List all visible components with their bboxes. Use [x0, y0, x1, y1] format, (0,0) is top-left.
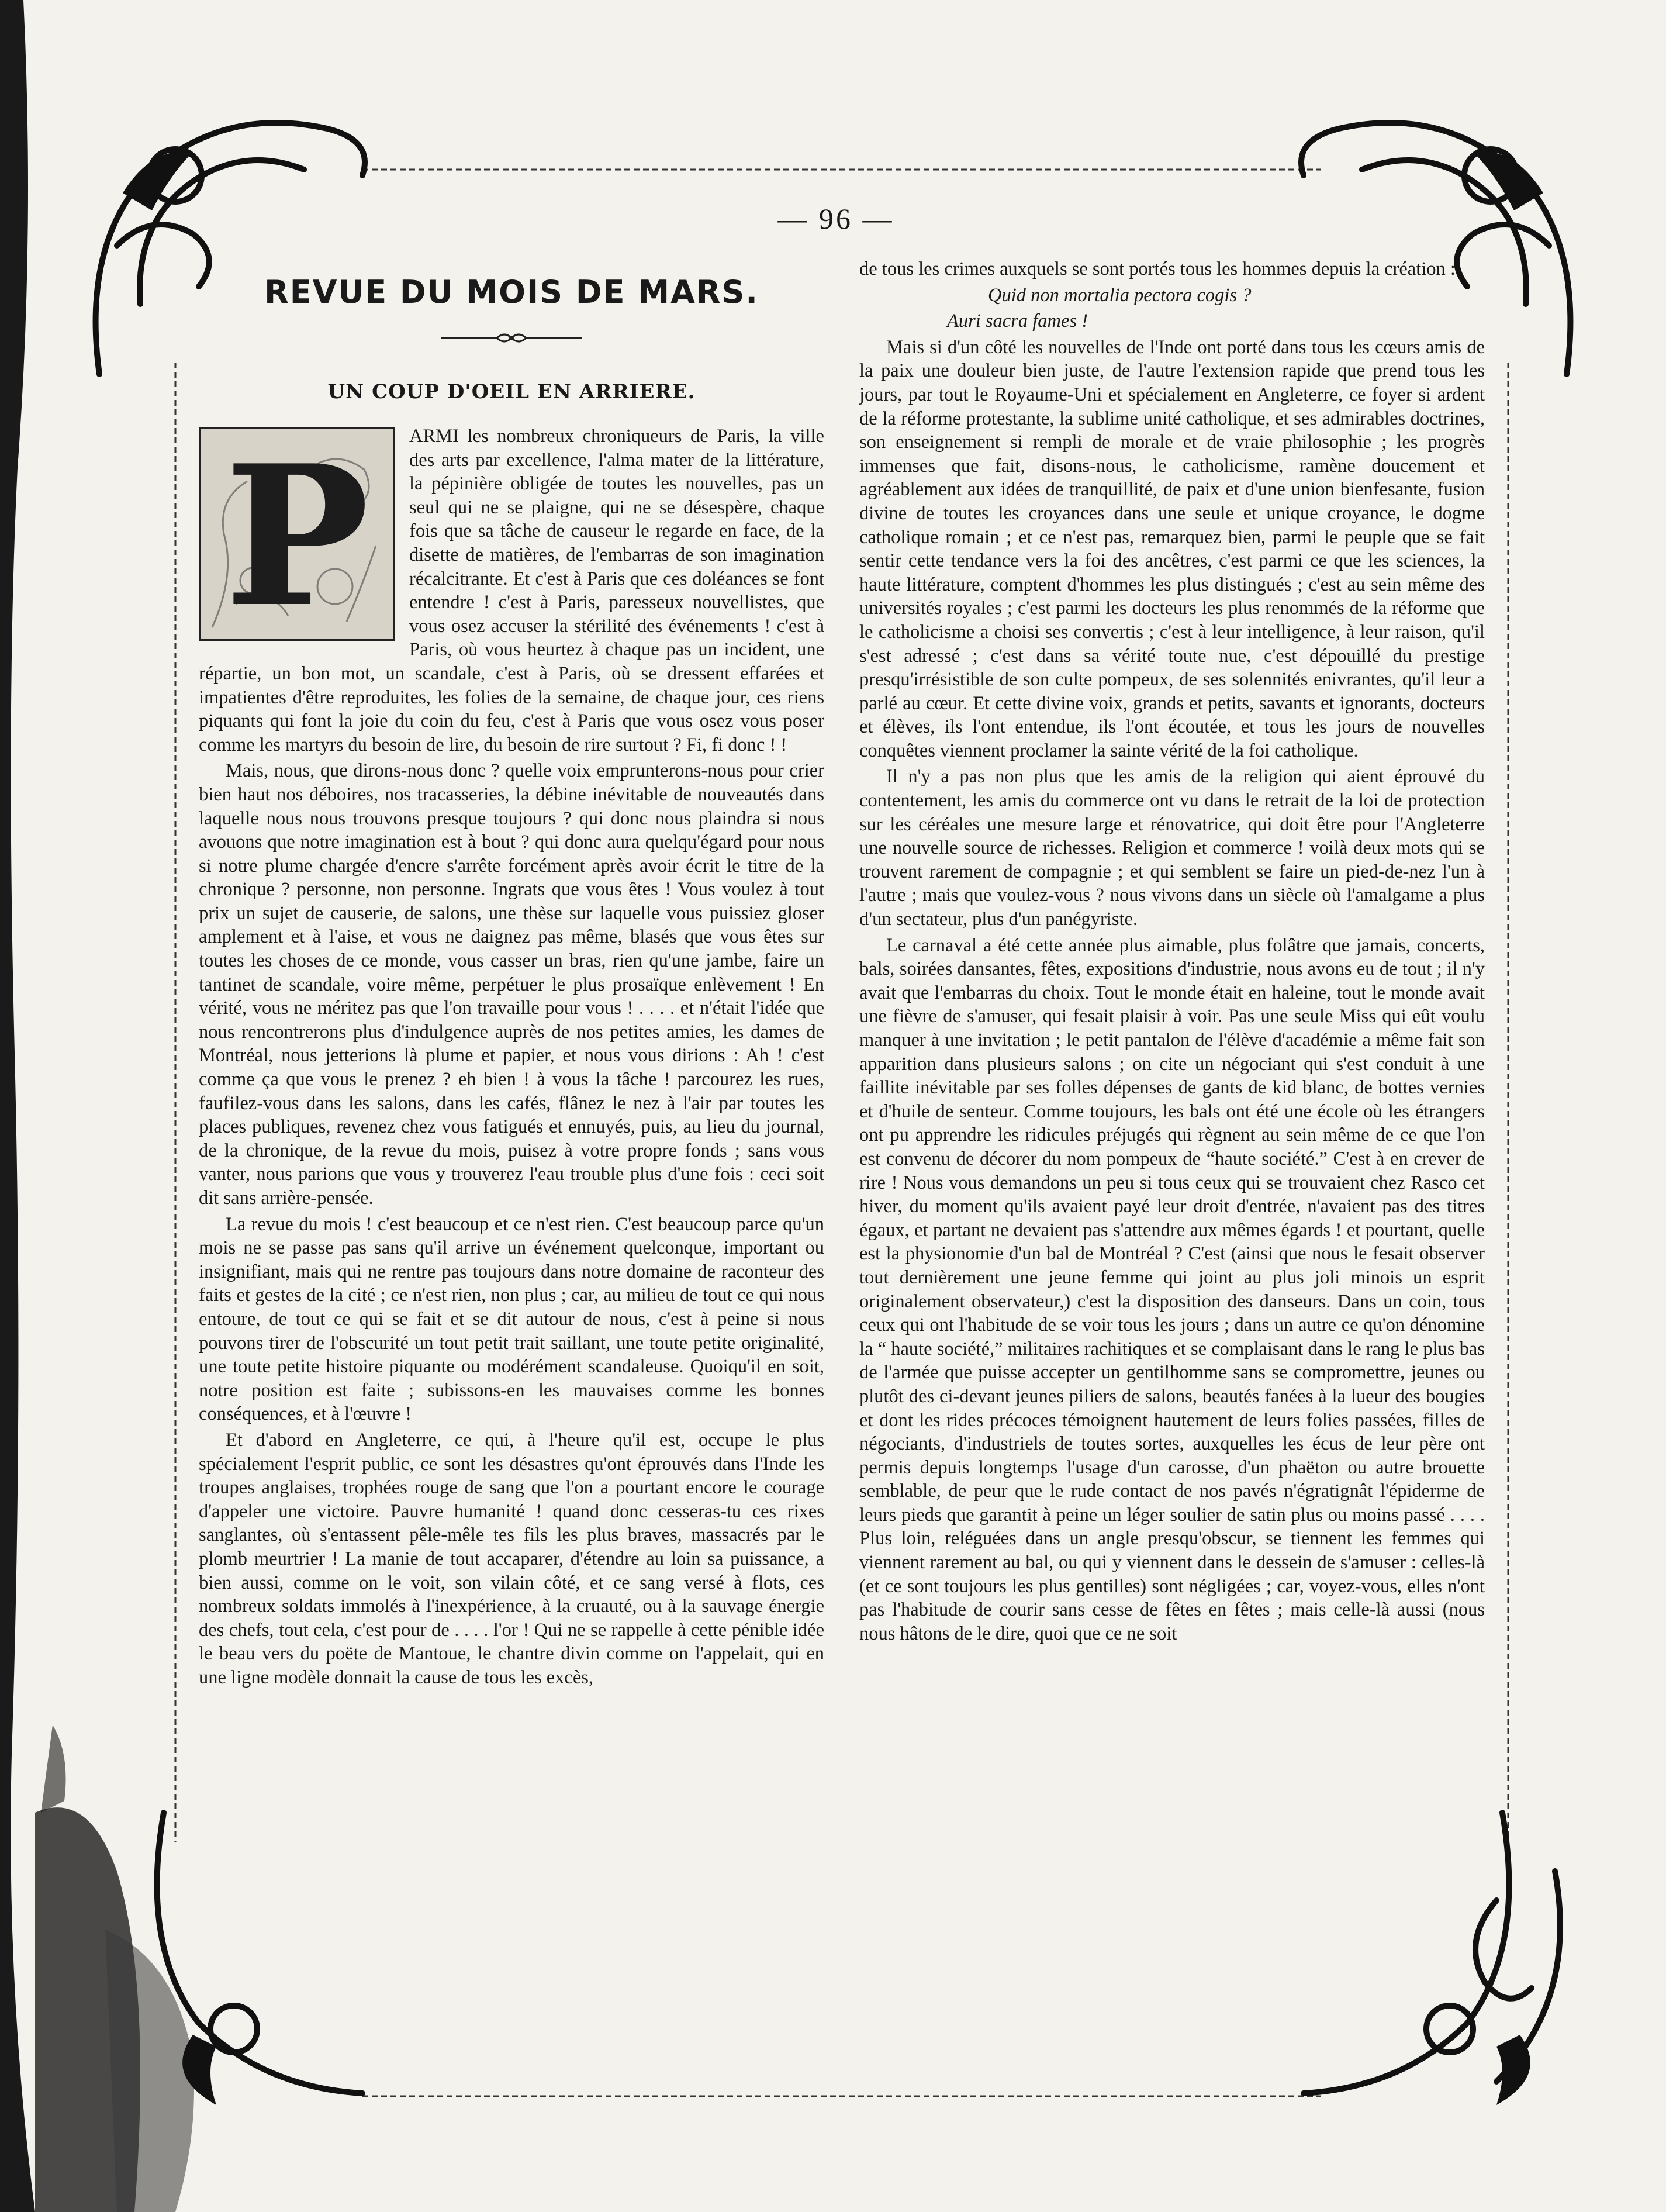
- illuminated-dropcap: [199, 427, 395, 641]
- dropcap-letter: P: [224, 429, 370, 639]
- right-column: [859, 257, 1485, 2029]
- paragraph-left-4: Et d'abord en Angleterre, ce qui, à l'heure qu'il est, occupe le plus spécialement l'esprit public, ce sont les désastres qu'ont éprouvés dans l'Inde les troupes anglaises, trophées rouge de sang que l'on a pourtant encore le courage d'appeler une victoire. Pauvre humanité ! quand donc cesseras-tu ces rixes sanglantes, où s'entassent pêle-mêle tes fils les plus braves, massacrés par le plomb meurtrier ! La manie de tout accaparer, d'étendre au loin sa puissance, a bien aussi, comme on le voit, son vilain côté, et ce sang versé à flots, ces nombreux soldats immolés à l'inexpérience, à la cruauté, ou à la sauvage énergie des chefs, tout cela, c'est pour de . . . . l'or ! Qui ne se rappelle à cette pénible idée le beau vers du poëte de Mantoue, le chantre divin comme on l'appelait, qui en une ligne modèle donnait la cause de tous les excès,: [199, 1429, 824, 1688]
- left-column: [199, 257, 824, 2029]
- paragraph-right-3: Le carnaval a été cette année plus aimable, plus folâtre que jamais, concerts, bals, soirées dansantes, fêtes, expositions d'industrie, nous avons eu de tout ; il n'y avait que l'embarras du choix. Tout le monde était en haleine, tout le monde avait une fièvre de s'amuser, qui fesait plaisir à voir. Pas une seule Miss qui eût voulu manquer à une invitation ; le petit pantalon de l'élève d'académie a même fait son apparition dans plusieurs salons ; on cite un négociant qui s'est conduit à une faillite inévitable par ses folles dépenses de gants de kid blanc, de bottes vernies et d'huile de senteur. Comme toujours, les bals ont été une école où les étrangers ont pu apprendre les ridicules préjugés qui règnent au sein même de ce que l'on est convenu de décorer du nom pompeux de “haute société.” C'est à en crever de rire ! Nous vous demandons un peu si tous ceux qui se trouvaient chez Rasco cet hiver, du moment qu'ils avaient payé leur droit d'entrée, n'avaient pas des titres égaux, et partant ne devaient pas s'attendre aux mêmes égards ! et pourtant, quelle est la physionomie d'un bal de Montréal ? C'est (ainsi que nous le fesait observer tout dernièrement une jeune femme qui joint au plus joli minois un esprit originalement observateur,) c'est la disposition des danseurs. Dans un coin, tous ceux qui ont l'habitude de se voir tous les jours ; dans un autre ce qu'on dénomine la “ haute société,” militaires rachitiques et se complaisant dans le rang le plus bas de l'armée que puisse accepter un gentilhomme sans se compromettre, jeunes ou plutôt des ci-devant jeunes piliers de salons, beautés fanées à la lueur des bougies et dont les rides précoces témoignent hautement de leurs folies passées, filles de négociants, d'industriels de toutes sortes, auxquelles les écus de leur père ont permis depuis longtemps l'usage d'un carosse, d'un phaëton ou autre brouette semblable, de peur que le rude contact de nos pavés n'égratignât l'épiderme de leurs pieds que garantit à peine un léger soulier de satin plus ou moins passé . . . . Plus loin, reléguées dans un angle presqu'obscur, se tiennent les femmes qui viennent rarement au bal, ou qui y viennent dans le dessein de s'amuser : celles-là (et ce sont toujours les plus gentilles) sont négligées ; car, voyez-vous, elles n'ont pas l'habitude de courir sans cesse de fêtes en fêtes ; mais celle-là aussi (nous nous hâtons de le dire, quoi que ce ne soit: [859, 934, 1485, 1644]
- paragraph-right-2: Il n'y a pas non plus que les amis de la religion qui aient éprouvé du contentement, les amis du commerce ont vu dans le retrait de la loi de protection sur les céréales une mesure large et rénovatrice, qui doit être pour l'Angleterre une nouvelle source de richesses. Religion et commerce ! voilà deux mots qui se trouvent rarement de compagnie ; et qui semblent se faire un pied-de-nez l'un à l'autre ; mais que voulez-vous ? nous vivons dans un siècle où l'amalgame a plus d'un sectateur, plus d'un panégyriste.: [859, 766, 1485, 930]
- article-title: REVUE DU MOIS DE MARS.: [264, 274, 759, 310]
- title-ornament: [441, 331, 582, 345]
- latin-quote-line-1: Quid non mortalia pectora cogis ?: [988, 284, 1252, 306]
- paragraph-left-2: Mais, nous, que dirons-nous donc ? quelle voix emprunterons-nous pour crier bien haut nos déboires, nos tracasseries, la débine inévitable de nouveautés dans laquelle nous nous trouvons presque toujours ? qui donc nous plaindra si nous avouons que notre imagination est à bout ? qui donc aura quelqu'égard pour nous si notre plume chargée d'encre s'arrête forcément après avoir écrit le titre de la chronique ? personne, non personne. Ingrats que vous êtes ! Vous voulez à tout prix un sujet de causerie, de salons, une thèse sur laquelle vous puissiez gloser amplement et à l'aise, et vous ne daignez pas même, blasés que vous êtes sur toutes les choses de ce monde, vous casser un bras, rien qu'une jambe, faire un tantinet de scandale, voire même, perpétuer le plus prosaïque enlèvement ! En vérité, vous ne méritez pas que l'on travaille pour vous ! . . . . et n'était l'idée que nous rencontrerons plus d'indulgence auprès de nos petites amies, les dames de Montréal, nous jetterions là plume et papier, et nous vous dirions : Ah ! c'est comme ça que vous le prenez ? eh bien ! à vous la tâche ! parcourez les rues, faufilez-vous dans les salons, dans les cafés, flânez le nez à l'air par toutes les places publiques, revenez chez vous fatigués et ennuyés, puis, au lieu du journal, de la chronique, de la revue du mois, puisez à votre propre fonds ; sans vous vanter, nous parions que vous y trouverez l'eau trouble plus d'une fois : ceci soit dit sans arrière-pensée.: [199, 760, 824, 1209]
- paragraph-left-3: La revue du mois ! c'est beaucoup et ce n'est rien. C'est beaucoup parce qu'un mois ne se passe pas sans qu'il arrive un événement quelconque, important ou insignifiant, mais qui ne rentre pas toujours dans notre domaine de raconteur des faits et gestes de la cité ; ce n'est rien, non plus ; car, au milieu de tout ce qui nous entoure, de tout ce qui se fait et se dit autour de nous, c'est à peine si nous pouvons tirer de l'obscurité un tout petit trait saillant, une toute petite originalité, une toute petite histoire piquante ou modérément scandaleuse. Quoiqu'il en soit, notre position est faite ; subissons-en les mauvaises comme les bonnes conséquences, et à l'œuvre !: [199, 1213, 824, 1425]
- page-number: — 96 —: [777, 202, 894, 235]
- paragraph-right-intro: de tous les crimes auxquels se sont portés tous les hommes depuis la création :: [859, 258, 1456, 279]
- latin-quote-line-2: Auri sacra fames !: [947, 310, 1088, 332]
- paragraph-right-1: Mais si d'un côté les nouvelles de l'Inde ont porté dans tous les cœurs amis de la paix une douleur bien juste, de l'autre l'extension rapide que prend tous les jours, par tout le Royaume-Uni et spécialement en Angleterre, ce foyer si ardent de la réforme protestante, la sublime unité catholique, et ses admirables doctrines, son enseignement si rempli de morale et de vraie philosophie ; les progrès immenses que fait, disons-nous, le catholicisme, ramène doucement et agréablement aux idées de tranquillité, de paix et d'une union bienfesante, fusion divine de toutes les croyances dans une seule et unique croyance, le dogme catholique romain ; et ce n'est pas, remarquez bien, parmi le peuple que se fait sentir cette tendance vers la foi des ancêtres, c'est parmi ce que les sciences, la haute littérature, comptent d'hommes les plus distingués ; c'est au sein même des universités royales ; c'est parmi les docteurs les plus renommés de la réforme que le catholicisme a choisi ses convertis ; c'est à leur intelligence, à leur raison, qu'il s'est adressé ; c'est dans sa vérité toute nue, c'est dépouillé du prestige presqu'irrésistible de son culte pompeux, de ses solennités enivrantes, qu'il leur a parlé au cœur. Et cette divine voix, grands et petits, savants et ignorants, docteurs et élèves, ils l'ont entendue, ils l'ont écoutée, et tous les jours de nouvelles conquêtes viennent proclamer la sainte vérité de la foi catholique.: [859, 336, 1485, 761]
- article-subtitle: UN COUP D'OEIL EN ARRIERE.: [327, 380, 696, 403]
- paragraph-left-1: ARMI les nombreux chroniqueurs de Paris, la ville des arts par excellence, l'alma mater de la littérature, la pépinière obligée de toutes les nouvelles, pas un seul qui ne se plaigne, qui ne se désespère, chaque fois que sa tâche de causeur le regarde en face, de la disette de matières, de l'embarras de son imagination récalcitrante. Et c'est à Paris que ces doléances se font entendre ! c'est à Paris, paresseux nouvellistes, que vous osez accuser la stérilité des événements ! c'est à Paris, où vous heurtez à chaque pas un incident, une répartie, un bon mot, un scandale, c'est à Paris, où se dressent effarées et impatientes d'être reproduites, les folies de la semaine, de chaque jour, ces riens piquants qui font la joie du coin du feu, c'est à Paris que vous osez vous poser comme les martyrs du besoin de lire, du besoin de rire surtout ? Fi, fi donc ! !: [199, 426, 824, 755]
